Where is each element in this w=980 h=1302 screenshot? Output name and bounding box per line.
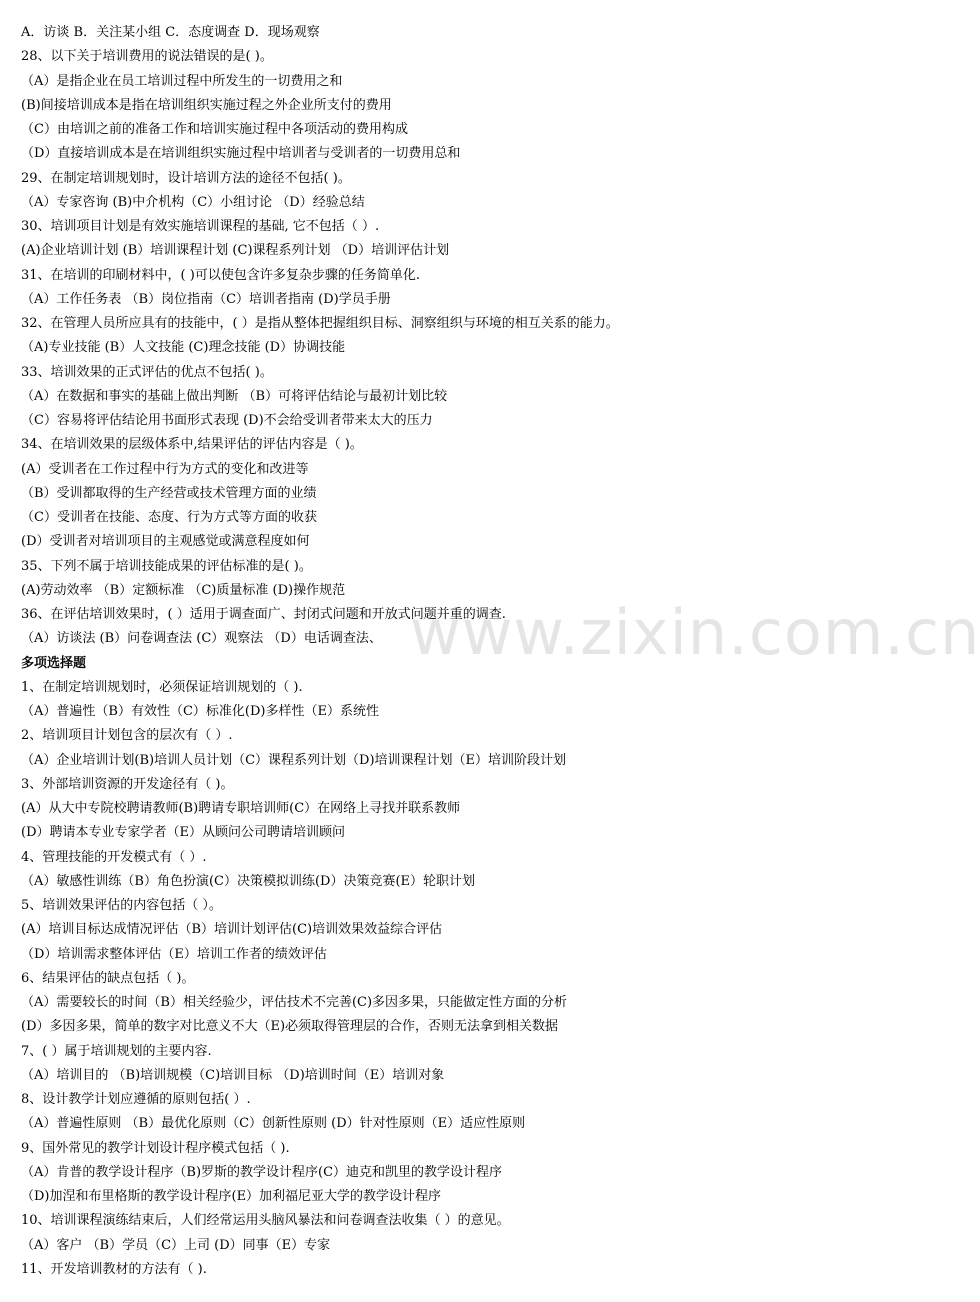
text-line: （A）工作任务表 （B）岗位指南（C）培训者指南 (D)学员手册 (21, 291, 391, 307)
text-line: （A）培训目的 （B)培训规模（C)培训目标 （D)培训时间（E）培训对象 (21, 1067, 445, 1083)
watermark: www.zixin.com.cn (410, 596, 980, 669)
text-line: （A）敏感性训练（B）角色扮演(C）决策模拟训练(D）决策竞赛(E）轮职计划 (21, 873, 476, 889)
text-line: (D）聘请本专业专家学者（E）从顾问公司聘请培训顾问 (21, 825, 345, 841)
text-line: 35、下列不属于培训技能成果的评估标准的是( )。 (21, 558, 312, 574)
text-line: （D)加涅和布里格斯的教学设计程序(E）加利福尼亚大学的教学设计程序 (21, 1189, 442, 1204)
text-line: (D）受训者对培训项目的主观感觉或满意程度如何 (21, 534, 310, 550)
text-line: （A）企业培训计划(B)培训人员计划（C）课程系列计划（D)培训课程计划（E）培训阶段计划 (21, 752, 567, 768)
text-line: 6、结果评估的缺点包括（ )。 (21, 970, 195, 986)
text-line: （A）肯普的教学设计程序（B)罗斯的教学设计程序(C）迪克和凯里的教学设计程序 (21, 1164, 503, 1180)
text-line: (D）多因多果，简单的数字对比意义不大（E)必须取得管理层的合作，否则无法拿到相关数据 (21, 1019, 559, 1035)
section-heading: 多项选择题 (21, 655, 87, 671)
text-line: (A)劳动效率 （B）定额标准 （C)质量标准 (D)操作规范 (21, 582, 346, 598)
text-line: 9、国外常见的教学计划设计程序模式包括（ ). (21, 1140, 290, 1156)
text-line: 11、开发培训教材的方法有（ ). (21, 1261, 207, 1277)
text-line: 33、培训效果的正式评估的优点不包括( )。 (21, 364, 273, 380)
text-line: (A)企业培训计划 (B）培训课程计划 (C)课程系列计划 （D）培训评估计划 (21, 243, 450, 259)
text-line: （C）由培训之前的准备工作和培训实施过程中各项活动的费用构成 (21, 122, 408, 137)
text-line: (A）培训目标达成情况评估（B）培训计划评估(C)培训效果效益综合评估 (21, 922, 443, 938)
text-line: （A）访谈法 (B）问卷调查法 (C）观察法 （D）电话调查法、 (21, 631, 382, 647)
text-line: 31、在培训的印刷材料中，( )可以使包含许多复杂步骤的任务简单化. (21, 267, 420, 283)
text-line: （C）容易将评估结论用书面形式表现 (D)不会给受训者带来太大的压力 (21, 413, 433, 428)
text-line: （B）受训都取得的生产经营或技术管理方面的业绩 (21, 485, 317, 501)
text-line: （A）是指企业在员工培训过程中所发生的一切费用之和 (21, 73, 343, 89)
text-line: (A）受训者在工作过程中行为方式的变化和改进等 (21, 461, 309, 477)
text-line: （A）普遍性原则 （B）最优化原则（C）创新性原则 (D）针对性原则（E）适应性原则 (21, 1116, 526, 1132)
text-line: （A）客户 （B）学员（C）上司 (D）同事（E）专家 (21, 1237, 331, 1253)
text-line: （D）直接培训成本是在培训组织实施过程中培训者与受训者的一切费用总和 (21, 146, 461, 162)
text-line: 28、以下关于培训费用的说法错误的是( )。 (21, 49, 273, 65)
text-line: 1、在制定培训规划时，必须保证培训规划的（ ). (21, 679, 303, 695)
text-line: （A）需要较长的时间（B）相关经验少，评估技术不完善(C)多因多果，只能做定性方面的分析 (21, 995, 568, 1010)
text-line: 3、外部培训资源的开发途径有（ )。 (21, 776, 234, 792)
text-line: 30、培训项目计划是有效实施培训课程的基础, 它不包括（ ）. (21, 219, 380, 234)
text-line: 34、在培训效果的层级体系中,结果评估的评估内容是（ )。 (21, 437, 363, 453)
text-line: （A）在数据和事实的基础上做出判断 （B）可将评估结论与最初计划比较 (21, 388, 448, 404)
text-line: （D）培训需求整体评估（E）培训工作者的绩效评估 (21, 946, 327, 962)
text-line: 7、( ）属于培训规划的主要内容. (21, 1043, 212, 1059)
text-line: 36、在评估培训效果时，( ）适用于调查面广、封闭式问题和开放式问题并重的调查. (21, 607, 506, 622)
text-line: (B)间接培训成本是指在培训组织实施过程之外企业所支付的费用 (21, 97, 392, 113)
text-line: 2、培训项目计划包含的层次有（ ）. (21, 728, 233, 744)
text-line: 4、管理技能的开发模式有（ ）. (21, 849, 207, 865)
text-line: 10、培训课程演练结束后，人们经常运用头脑风暴法和问卷调查法收集（ ）的意见。 (21, 1213, 510, 1229)
text-line: (A）从大中专院校聘请教师(B)聘请专职培训师(C）在网络上寻找并联系教师 (21, 801, 461, 816)
text-line: （A）普遍性（B）有效性（C）标准化(D)多样性（E）系统性 (21, 704, 379, 719)
text-line: （A)专业技能 (B）人文技能 (C)理念技能 (D）协调技能 (21, 340, 346, 356)
text-line: 5、培训效果评估的内容包括（ ）。 (21, 898, 222, 913)
text-line: 8、设计教学计划应遵循的原则包括( ）. (21, 1092, 251, 1107)
text-line: 32、在管理人员所应具有的技能中，( ）是指从整体把握组织目标、洞察组织与环境的相互关系的能力。 (21, 316, 619, 331)
text-line: 29、在制定培训规划时，设计培训方法的途径不包括( )。 (21, 170, 351, 186)
text-line: （C）受训者在技能、态度、行为方式等方面的收获 (21, 510, 317, 525)
text-line: A．访谈 B．关注某小组 C．态度调查 D．现场观察 (21, 25, 320, 40)
text-line: （A）专家咨询 (B)中介机构（C）小组讨论 （D）经验总结 (21, 194, 365, 210)
